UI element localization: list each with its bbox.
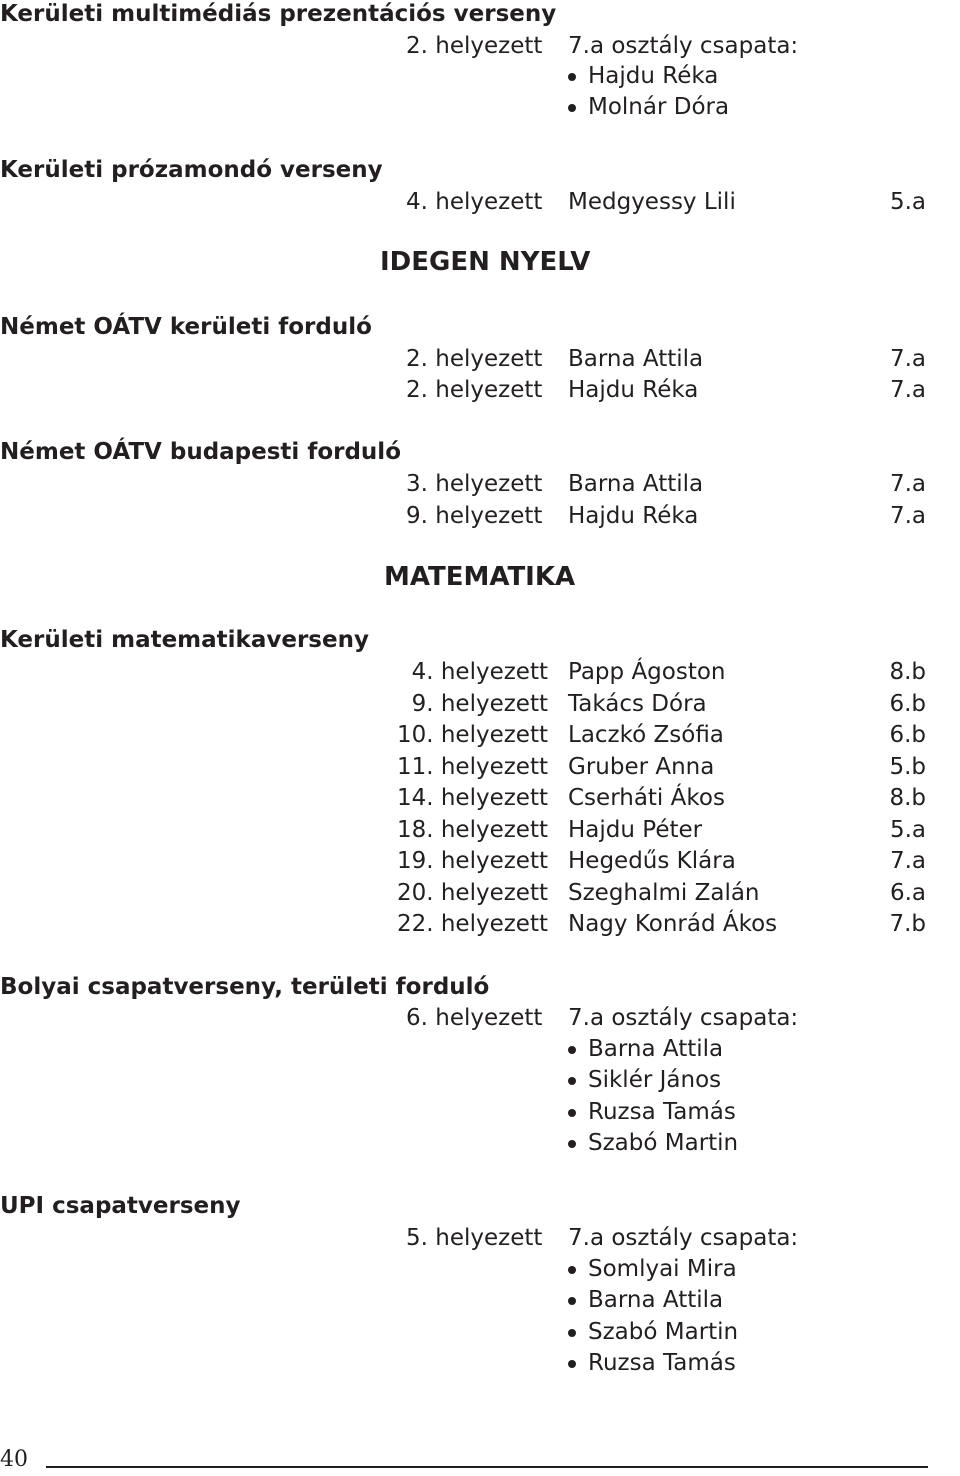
section-title-bolyai: Bolyai csapatverseny, területi forduló — [0, 974, 490, 1000]
rank: 20. helyezett — [396, 880, 548, 906]
student-class: 6.b — [889, 722, 926, 748]
bullet-icon — [568, 1297, 576, 1305]
rank: 14. helyezett — [396, 785, 548, 811]
student-name: Hajdu Péter — [568, 817, 703, 843]
bullet-icon — [568, 1140, 576, 1148]
rank: 3. helyezett — [406, 471, 543, 497]
student-name: Hajdu Réka — [568, 377, 699, 403]
student-class: 5.a — [889, 817, 926, 843]
student-class: 7.a — [889, 471, 926, 497]
team-member: Hajdu Réka — [588, 63, 719, 89]
team-member: Ruzsa Tamás — [588, 1350, 736, 1376]
rank: 2. helyezett — [406, 346, 543, 372]
student-class: 7.a — [889, 503, 926, 529]
section-title-math-district: Kerületi matematikaverseny — [0, 627, 369, 653]
student-name: Barna Attila — [568, 471, 704, 497]
rank: 10. helyezett — [396, 722, 548, 748]
student-class: 7.a — [889, 346, 926, 372]
student-class: 6.a — [889, 880, 926, 906]
student-class: 8.b — [889, 785, 926, 811]
section-title-multimedia: Kerületi multimédiás prezentációs verseny — [0, 1, 557, 27]
section-title-upi: UPI csapatverseny — [0, 1193, 241, 1219]
student-name: Gruber Anna — [568, 754, 715, 780]
team-member: Siklér János — [588, 1067, 722, 1093]
bullet-icon — [568, 104, 576, 112]
bullet-icon — [568, 1266, 576, 1274]
student-class: 6.b — [889, 691, 926, 717]
student-class: 7.b — [889, 911, 926, 937]
student-name: Papp Ágoston — [568, 659, 726, 685]
rank: 5. helyezett — [406, 1225, 543, 1251]
student-name: Szeghalmi Zalán — [568, 880, 760, 906]
rank: 4. helyezett — [411, 659, 548, 685]
team-label: 7.a osztály csapata: — [568, 1225, 799, 1251]
student-name: Laczkó Zsófia — [568, 722, 724, 748]
student-name: Takács Dóra — [568, 691, 707, 717]
rank: 18. helyezett — [396, 817, 548, 843]
team-member: Szabó Martin — [588, 1130, 739, 1156]
student-class: 5.a — [889, 189, 926, 215]
student-name: Hajdu Réka — [568, 503, 699, 529]
team-member: Szabó Martin — [588, 1319, 739, 1345]
heading-math: MATEMATIKA — [384, 562, 576, 592]
team-member: Somlyai Mira — [588, 1256, 737, 1282]
section-title-prose: Kerületi prózamondó verseny — [0, 157, 383, 183]
team-member: Barna Attila — [588, 1287, 724, 1313]
rank: 11. helyezett — [396, 754, 548, 780]
section-title-german-district: Német OÁTV kerületi forduló — [0, 314, 372, 340]
rank: 9. helyezett — [406, 503, 543, 529]
bullet-icon — [568, 1329, 576, 1337]
page-number: 40 — [0, 1447, 28, 1472]
bullet-icon — [568, 1077, 576, 1085]
team-member: Barna Attila — [588, 1036, 724, 1062]
rank: 6. helyezett — [406, 1005, 543, 1031]
rank: 19. helyezett — [396, 848, 548, 874]
team-member: Molnár Dóra — [588, 94, 730, 120]
footer-rule — [46, 1466, 928, 1468]
rank: 22. helyezett — [396, 911, 548, 937]
rank: 9. helyezett — [411, 691, 548, 717]
bullet-icon — [568, 1109, 576, 1117]
team-label: 7.a osztály csapata: — [568, 1005, 799, 1031]
section-title-german-budapest: Német OÁTV budapesti forduló — [0, 439, 401, 465]
student-name: Barna Attila — [568, 346, 704, 372]
team-member: Ruzsa Tamás — [588, 1099, 736, 1125]
student-class: 8.b — [889, 659, 926, 685]
bullet-icon — [568, 1360, 576, 1368]
student-class: 7.a — [889, 848, 926, 874]
team-label: 7.a osztály csapata: — [568, 33, 799, 59]
student-class: 7.a — [889, 377, 926, 403]
bullet-icon — [568, 1046, 576, 1054]
student-name: Medgyessy Lili — [568, 189, 736, 215]
bullet-icon — [568, 73, 576, 81]
student-class: 5.b — [889, 754, 926, 780]
rank: 2. helyezett — [406, 33, 543, 59]
rank: 2. helyezett — [406, 377, 543, 403]
student-name: Cserháti Ákos — [568, 785, 725, 811]
rank: 4. helyezett — [406, 189, 543, 215]
student-name: Hegedűs Klára — [568, 848, 736, 874]
heading-foreign-language: IDEGEN NYELV — [380, 247, 591, 277]
student-name: Nagy Konrád Ákos — [568, 911, 778, 937]
